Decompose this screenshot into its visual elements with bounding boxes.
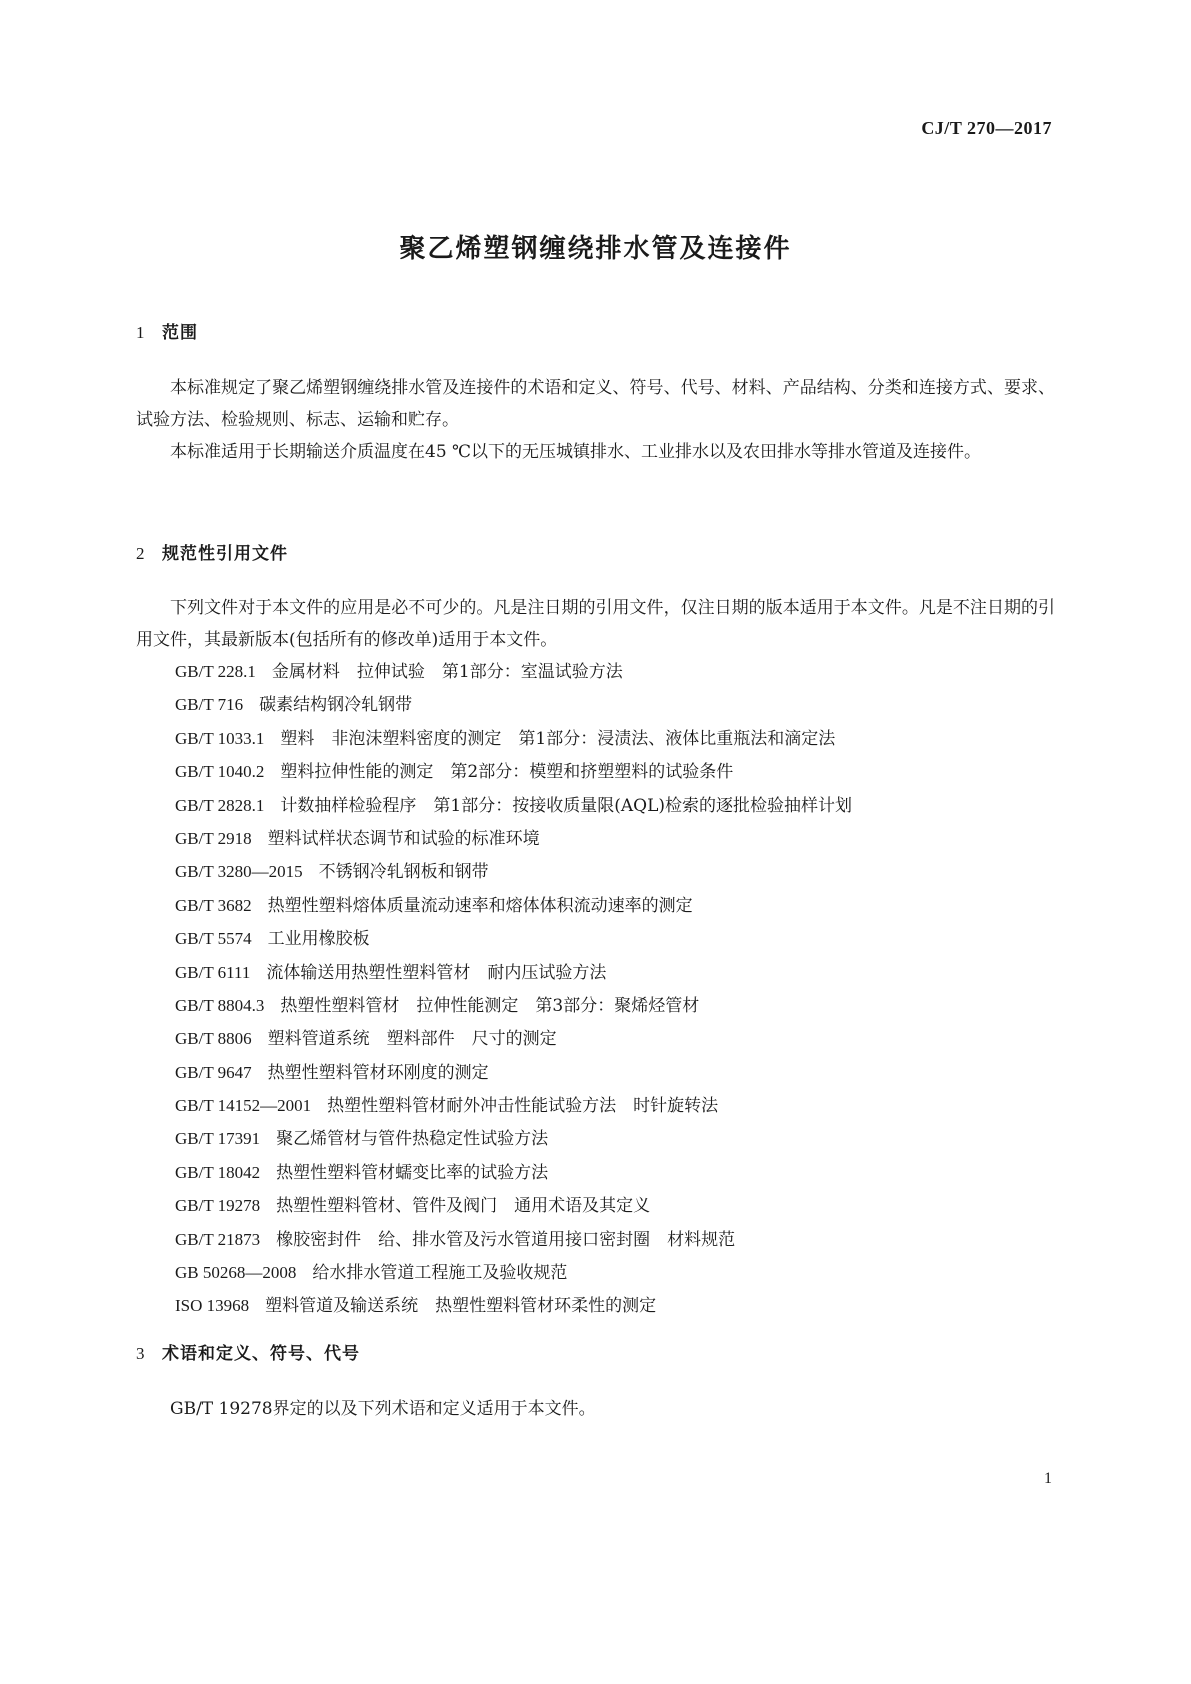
reference-code: GB/T 2828.1 xyxy=(175,795,265,815)
reference-code: GB/T 716 xyxy=(175,695,244,715)
reference-code: GB/T 228.1 xyxy=(175,662,256,681)
reference-item xyxy=(175,1056,852,1089)
reference-title: 热塑性塑料管材环刚度的测定 xyxy=(267,1062,489,1083)
section-heading-scope xyxy=(136,318,198,343)
reference-item xyxy=(175,1256,852,1289)
reference-code: GB/T 3682 xyxy=(175,895,252,915)
reference-title: 塑料试样状态调节和试验的标准环境 xyxy=(267,828,540,849)
reference-code: GB/T 3280—2015 xyxy=(175,862,303,882)
reference-title: 塑料管道及输送系统 热塑性塑料管材环柔性的测定 xyxy=(265,1296,657,1317)
reference-item xyxy=(175,1189,852,1222)
reference-title: 给水排水管道工程施工及验收规范 xyxy=(312,1263,568,1284)
reference-item xyxy=(175,889,852,922)
reference-item xyxy=(175,1289,852,1322)
reference-code: GB/T 1040.2 xyxy=(175,762,265,782)
section-title: 规范性引用文件 xyxy=(162,544,288,564)
reference-item xyxy=(175,688,852,721)
reference-code: GB/T 2918 xyxy=(175,828,252,848)
reference-code: GB/T 17391 xyxy=(175,1129,261,1149)
reference-code: GB/T 1033.1 xyxy=(175,728,265,748)
reference-title: 热塑性塑料管材蠕变比率的试验方法 xyxy=(276,1162,549,1183)
reference-title: 热塑性塑料管材、管件及阀门 通用术语及其定义 xyxy=(276,1196,651,1217)
section-title: 术语和定义、符号、代号 xyxy=(162,1344,360,1364)
document-title: 聚乙烯塑钢缠绕排水管及连接件 xyxy=(399,234,792,264)
terms-intro xyxy=(136,1393,1055,1425)
reference-code: GB/T 18042 xyxy=(175,1162,261,1182)
reference-code: ISO 13968 xyxy=(175,1296,250,1316)
reference-code: GB/T 8806 xyxy=(175,1029,252,1049)
reference-title: 金属材料 拉伸试验 第1部分：室温试验方法 xyxy=(271,662,623,682)
reference-title: 不锈钢冷轧钢板和钢带 xyxy=(318,862,489,883)
reference-item xyxy=(175,956,852,989)
references-intro-paragraph: 下列文件对于本文件的应用是必不可少的。凡是注日期的引用文件，仅注日期的版本适用于本文件。凡是不注日期的引用文件，其最新版本(包括所有的修改单)适用于本文件。 xyxy=(136,598,1055,650)
reference-title: 热塑性塑料熔体质量流动速率和熔体体积流动速率的测定 xyxy=(267,895,693,916)
references-intro xyxy=(136,592,1055,656)
scope-paragraph-1: 本标准规定了聚乙烯塑钢缠绕排水管及连接件的术语和定义、符号、代号、材料、产品结构、分类和连接方式、要求、试验方法、检验规则、标志、运输和贮存。 xyxy=(136,378,1055,430)
reference-title: 碳素结构钢冷轧钢带 xyxy=(259,695,413,716)
reference-item xyxy=(175,1122,852,1155)
reference-title: 流体输送用热塑性塑料管材 耐内压试验方法 xyxy=(266,962,607,983)
page-number: 1 xyxy=(1044,1470,1052,1487)
reference-list xyxy=(175,655,852,1323)
section-number: 1 xyxy=(136,323,146,342)
reference-code: GB/T 8804.3 xyxy=(175,995,265,1015)
reference-item xyxy=(175,922,852,955)
scope-paragraph-2: 本标准适用于长期输送介质温度在45 ℃以下的无压城镇排水、工业排水以及农田排水等排水管道及连接件。 xyxy=(170,442,982,462)
reference-item xyxy=(175,755,852,788)
reference-item xyxy=(175,722,852,755)
reference-title: 热塑性塑料管材 拉伸性能测定 第3部分：聚烯烃管材 xyxy=(280,995,700,1016)
section-title: 范围 xyxy=(162,323,198,343)
reference-item xyxy=(175,655,852,688)
section-number: 3 xyxy=(136,1344,146,1363)
standard-code: CJ/T 270—2017 xyxy=(921,118,1052,138)
reference-title: 塑料管道系统 塑料部件 尺寸的测定 xyxy=(267,1029,557,1050)
reference-title: 塑料拉伸性能的测定 第2部分：模塑和挤塑塑料的试验条件 xyxy=(280,762,734,783)
section-heading-normative-references xyxy=(136,539,288,564)
reference-item xyxy=(175,855,852,888)
reference-item xyxy=(175,1089,852,1122)
section-number: 2 xyxy=(136,544,146,563)
reference-title: 工业用橡胶板 xyxy=(267,929,370,950)
reference-item xyxy=(175,822,852,855)
reference-code: GB/T 5574 xyxy=(175,929,252,949)
reference-item xyxy=(175,1022,852,1055)
reference-code: GB/T 9647 xyxy=(175,1062,252,1082)
reference-code: GB/T 21873 xyxy=(175,1229,261,1249)
reference-code: GB/T 19278 xyxy=(175,1196,261,1216)
reference-code: GB/T 14152—2001 xyxy=(175,1096,312,1116)
terms-intro-paragraph: GB/T 19278界定的以及下列术语和定义适用于本文件。 xyxy=(170,1399,596,1419)
reference-item xyxy=(175,789,852,822)
reference-title: 计数抽样检验程序 第1部分：按接收质量限(AQL)检索的逐批检验抽样计划 xyxy=(280,795,853,816)
reference-title: 橡胶密封件 给、排水管及污水管道用接口密封圈 材料规范 xyxy=(276,1229,736,1250)
reference-item xyxy=(175,989,852,1022)
reference-title: 塑料 非泡沫塑料密度的测定 第1部分：浸渍法、液体比重瓶法和滴定法 xyxy=(280,728,836,749)
section-heading-terms xyxy=(136,1339,360,1364)
reference-title: 聚乙烯管材与管件热稳定性试验方法 xyxy=(276,1129,549,1150)
reference-title: 热塑性塑料管材耐外冲击性能试验方法 时针旋转法 xyxy=(327,1096,719,1117)
reference-code: GB 50268—2008 xyxy=(175,1263,297,1283)
reference-item xyxy=(175,1156,852,1189)
reference-code: GB/T 6111 xyxy=(175,962,251,982)
scope-body xyxy=(136,372,1055,468)
reference-item xyxy=(175,1223,852,1256)
